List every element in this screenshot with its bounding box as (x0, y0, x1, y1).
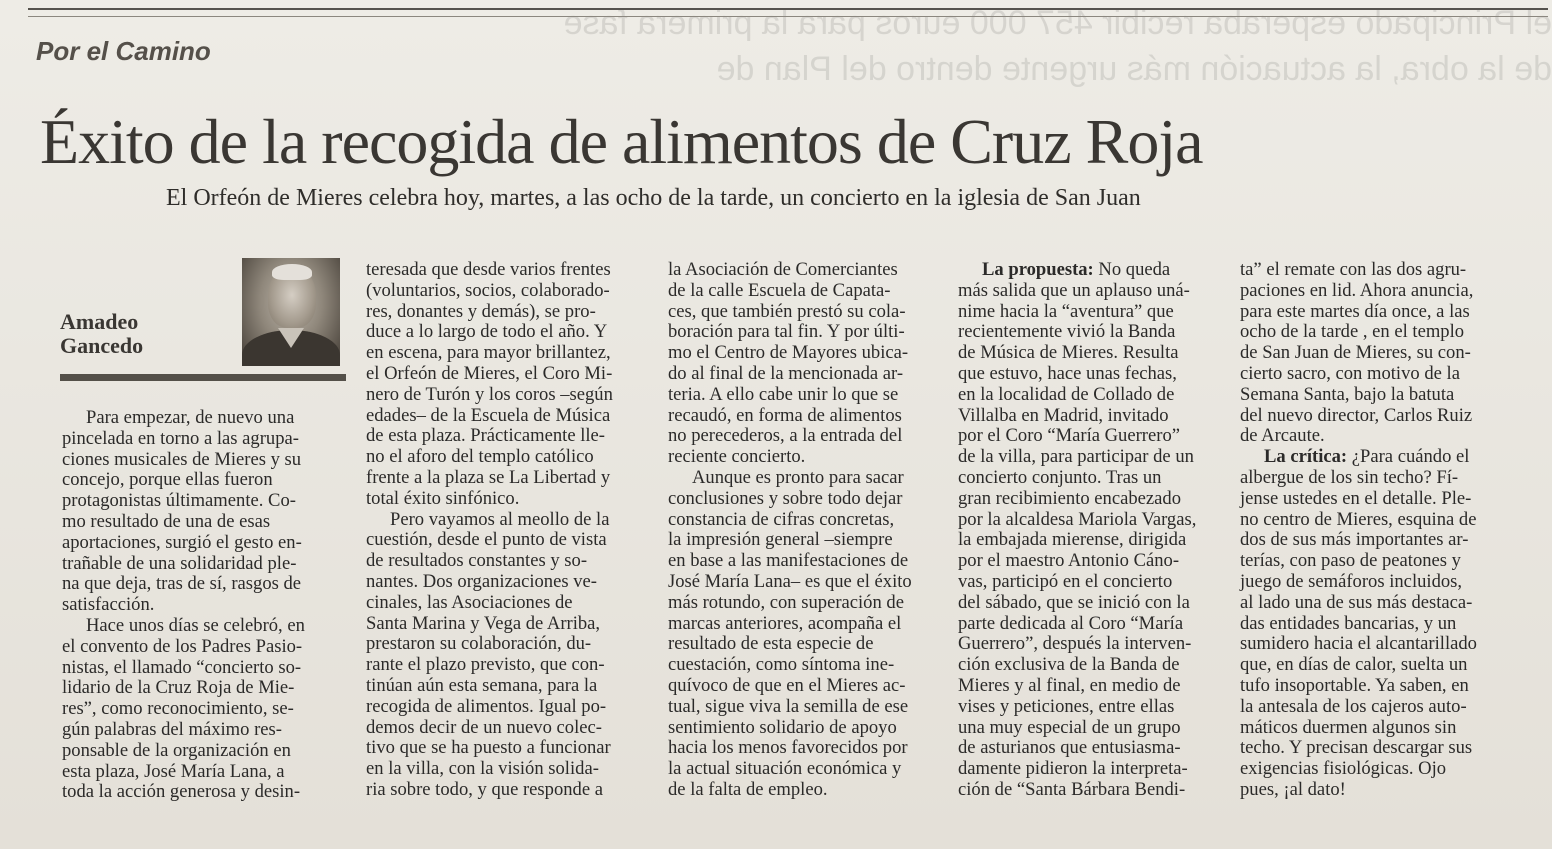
column-2-text (366, 260, 634, 801)
text-line: de San Juan de Mieres, su con- (1240, 342, 1471, 364)
text-line: Santa Marina y Vega de Arriba, (366, 612, 601, 634)
column-4-text (958, 260, 1226, 801)
text-line: no perecederos, a la entrada del (668, 425, 903, 447)
text-line: ponsable de la organización en (62, 739, 291, 761)
text-line: res, donantes y demás), se pro- (366, 300, 596, 322)
text-line: recogida de alimentos. Igual po- (366, 695, 607, 717)
text-line: más rotundo, con superación de (668, 591, 904, 613)
text-line: José María Lana– es que el éxito (668, 570, 912, 592)
text-line: prestaron su colaboración, du- (366, 633, 592, 655)
article-column-2 (366, 260, 634, 801)
text-line: de la falta de empleo. (668, 778, 828, 800)
text-line: ciones musicales de Mieres y su (62, 448, 302, 470)
column-3-text (668, 260, 936, 801)
text-line: marcas anteriores, acompaña el (668, 612, 902, 634)
text-line: gún palabras del máximo res- (62, 718, 282, 740)
text-line: jense ustedes en el detalle. Ple- (1240, 487, 1472, 509)
text-line: ria sobre todo, y que responde a (366, 778, 603, 800)
text-line: reciente concierto. (668, 446, 806, 468)
top-rule (28, 8, 1548, 17)
text-line: que estuvo, hace unas fechas, (958, 362, 1177, 384)
text-line: ción exclusiva de la Banda de (958, 654, 1180, 676)
text-line: vises y peticiones, entre ellas (958, 695, 1175, 717)
text-line: Aunque es pronto para sacar (692, 466, 904, 488)
text-line: cuestión, desde el punto de vista (366, 529, 607, 551)
text-line: juego de semáforos incluidos, (1240, 570, 1463, 592)
text-line: edades– de la Escuela de Música (366, 404, 611, 426)
author-name (60, 310, 143, 358)
text-line: techo. Y precisan descargar sus (1240, 737, 1473, 759)
text-line: para este martes día once, a las (1240, 300, 1470, 322)
text-line: que, en días de calor, suelta un (1240, 654, 1468, 676)
text-line: nistas, el llamado “concierto so- (62, 656, 302, 678)
text-line: Villalba en Madrid, invitado (958, 404, 1169, 426)
text-line (1240, 447, 1540, 468)
text-line: por la alcaldesa Mariola Vargas, (958, 508, 1197, 530)
text-line: Hace unos días se celebró, en (86, 614, 305, 636)
text-line: mo resultado de una de esas (62, 510, 271, 532)
text-line: el convento de los Padres Pasio- (62, 635, 303, 657)
subsection-lead-propuesta: La propuesta: (982, 259, 1094, 280)
text-line: mo el Centro de Mayores ubica- (668, 342, 909, 364)
text-line: la actual situación económica y (668, 758, 902, 780)
text-line: nime hacia la “aventura” que (958, 300, 1174, 322)
text-line: duce a lo largo de todo el año. Y (366, 321, 608, 343)
text-line: de Arcaute. (1240, 425, 1325, 447)
text-line: pues, ¡al dato! (1240, 778, 1346, 800)
text-line: concejo, porque ellas fueron (62, 469, 273, 491)
text-line: boración para tal fin. Y por últi- (668, 321, 905, 343)
text-line: la antesala de los cajeros auto- (1240, 695, 1467, 717)
text-line: dos de sus más importantes ar- (1240, 529, 1469, 551)
text-line: exigencias fisiológicas. Ojo (1240, 758, 1447, 780)
text-line: Guerrero”, después la interven- (958, 633, 1192, 655)
subsection-lead-critica: La crítica: (1264, 446, 1348, 468)
text-line: do al final de la mencionada ar- (668, 362, 904, 384)
text-line: teria. A ello cabe unir lo que se (668, 383, 899, 405)
text-line: tufo insoportable. Ya saben, en (1240, 674, 1469, 696)
text-line: en la localidad de Collado de (958, 383, 1175, 405)
text-line: damente pidieron la interpreta- (958, 758, 1188, 780)
text-line: rante el plazo previsto, que con- (366, 654, 605, 676)
article-column-5 (1240, 260, 1540, 801)
text-line: parte dedicada al Coro “María (958, 612, 1184, 634)
text-line: ción de “Santa Bárbara Bendi- (958, 778, 1186, 800)
text-line: nantes. Dos organizaciones ve- (366, 570, 597, 592)
text-line: de la calle Escuela de Capata- (668, 279, 891, 301)
text-line: das entidades bancarias, y un (1240, 612, 1457, 634)
text-line: al lado una de sus más destaca- (1240, 591, 1473, 613)
text-line: nero de Turón y los coros –según (366, 383, 613, 405)
byline (60, 258, 350, 382)
text-line: máticos duermen algunos sin (1240, 716, 1457, 738)
text-line: Pero vayamos al meollo de la (390, 508, 610, 530)
text-line (958, 260, 1226, 281)
text-line: albergue de los sin techo? Fí- (1240, 466, 1459, 488)
article-column-4 (958, 260, 1226, 801)
text-line: gran recibimiento encabezado (958, 487, 1182, 509)
section-label: Por el Camino (36, 36, 211, 66)
text-line: (voluntarios, socios, colaborado- (366, 279, 610, 301)
text-line: por el maestro Antonio Cáno- (958, 550, 1180, 572)
article-column-3 (668, 260, 936, 801)
text-line: pincelada en torno a las agrupa- (62, 427, 299, 449)
text-line: conclusiones y sobre todo dejar (668, 487, 903, 509)
text-fragment: ¿Para cuándo el (1347, 446, 1470, 468)
text-line: esta plaza, José María Lana, a (62, 760, 285, 782)
text-line: ta” el remate con las dos agru- (1240, 259, 1467, 280)
text-line: no el aforo del templo católico (366, 446, 594, 468)
text-line: no centro de Mieres, esquina de (1240, 508, 1477, 530)
text-line: total éxito sinfónico. (366, 487, 520, 509)
text-line: frente a la plaza se La Libertad y (366, 466, 611, 488)
text-line: una muy especial de un grupo (958, 716, 1181, 738)
text-line: na que deja, tras de sí, rasgos de (62, 573, 302, 595)
text-line: en la villa, con la visión solida- (366, 758, 599, 780)
text-line: sentimiento solidario de apoyo (668, 716, 897, 738)
text-line: de asturianos que entusiasma- (958, 737, 1181, 759)
text-line: la Asociación de Comerciantes (668, 259, 898, 280)
author-portrait (242, 258, 340, 366)
text-line: en base a las manifestaciones de (668, 550, 909, 572)
text-line: paciones en lid. Ahora anuncia, (1240, 279, 1474, 301)
column-5-text (1240, 260, 1540, 801)
text-line: ces, que también prestó su cola- (668, 300, 906, 322)
byline-rule (60, 374, 346, 381)
text-line: ocho de la tarde , en el templo (1240, 321, 1465, 343)
portrait-hair (272, 264, 312, 280)
text-line: cuestación, como síntoma ine- (668, 654, 895, 676)
text-line: terías, con paso de peatones y (1240, 550, 1461, 572)
text-line: de resultados constantes y so- (366, 550, 588, 572)
text-line: recaudó, en forma de alimentos (668, 404, 902, 426)
text-line: tivo que se ha puesto a funcionar (366, 737, 611, 759)
text-line: recientemente vivió la Banda (958, 321, 1176, 343)
article-column-1 (62, 408, 352, 803)
text-line: tinúan aún esta semana, para la (366, 674, 598, 696)
bleed-through-text: el Principado esperaba recibir 457 000 euros para la primera fase de la obra, la actuación más urgente dentro del Plan de (563, 4, 1552, 88)
subheadline: El Orfeón de Mieres celebra hoy, martes, a las ocho de la tarde, un concierto en la iglesia de San Juan (166, 185, 1141, 211)
text-line: de esta plaza. Prácticamente lle- (366, 425, 606, 447)
text-line: sumidero hacia el alcantarillado (1240, 633, 1477, 655)
text-line: quívoco de que en el Mieres ac- (668, 674, 906, 696)
text-line: teresada que desde varios frentes (366, 259, 611, 280)
text-line: tual, sigue viva la semilla de ese (668, 695, 909, 717)
text-line: el Orfeón de Mieres, el Coro Mi- (366, 362, 613, 384)
text-line: constancia de cifras concretas, (668, 508, 895, 530)
text-line: la embajada mierense, dirigida (958, 529, 1187, 551)
text-fragment: No queda (1093, 259, 1171, 280)
text-line: del nuevo director, Carlos Ruiz (1240, 404, 1473, 426)
text-line: Semana Santa, bajo la batuta (1240, 383, 1455, 405)
text-line: más salida que un aplauso uná- (958, 279, 1190, 301)
author-last-name: Gancedo (60, 333, 144, 358)
text-line: cinales, las Asociaciones de (366, 591, 573, 613)
text-line: de Música de Mieres. Resulta (958, 342, 1179, 364)
headline: Éxito de la recogida de alimentos de Cruz Roja (40, 106, 1203, 177)
author-first-name: Amadeo (60, 309, 139, 334)
text-line: res”, como reconocimiento, se- (62, 698, 294, 720)
text-line: en escena, para mayor brillantez, (366, 342, 611, 364)
text-line: resultado de esta especie de (668, 633, 874, 655)
text-line: trañable de una solidaridad ple- (62, 552, 297, 574)
text-line: lidario de la Cruz Roja de Mie- (62, 677, 295, 699)
text-line: concierto conjunto. Tras un (958, 466, 1162, 488)
text-line: por el Coro “María Guerrero” (958, 425, 1180, 447)
text-line: toda la acción generosa y desin- (62, 781, 301, 803)
text-line: demos decir de un nuevo colec- (366, 716, 602, 738)
column-1-text (62, 408, 352, 803)
text-line: Para empezar, de nuevo una (86, 407, 295, 428)
text-line: hacia los menos favorecidos por (668, 737, 908, 759)
text-line: del sábado, que se inició con la (958, 591, 1190, 613)
text-line: de la villa, para participar de un (958, 446, 1194, 468)
text-line: aportaciones, surgió el gesto en- (62, 531, 302, 553)
text-line: la impresión general –siempre (668, 529, 893, 551)
text-line: Mieres y al final, en medio de (958, 674, 1181, 696)
text-line: cierto sacro, con motivo de la (1240, 362, 1460, 384)
text-line: protagonistas últimamente. Co- (62, 490, 296, 512)
text-line: vas, participó en el concierto (958, 570, 1173, 592)
text-line: satisfacción. (62, 594, 155, 616)
